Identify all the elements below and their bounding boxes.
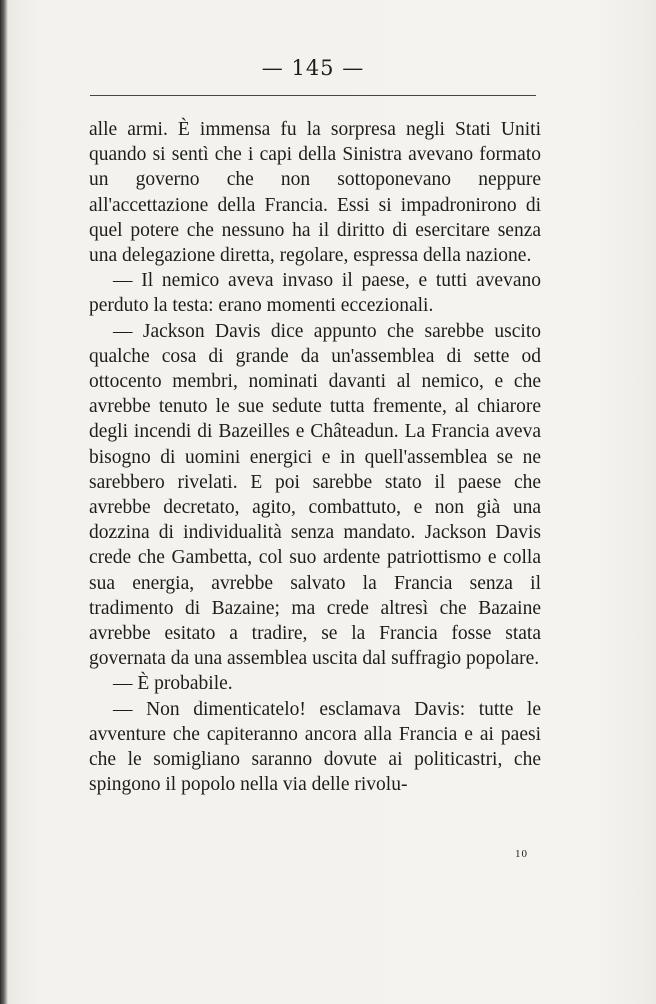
paragraph-5: — Non dimenticatelo! esclamava Davis: tutte le avventure che capiteranno ancora alla Francia e ai paesi che le somigliano saranno dovute ai politicastri, che spingono il popolo nella via delle rivolu- bbox=[89, 698, 541, 796]
paragraph-4: — È probabile. bbox=[113, 673, 233, 695]
header-rule bbox=[90, 95, 536, 96]
paragraph-1: alle armi. È immensa fu la sorpresa negli Stati Uniti quando si sentì che i capi della Sinistra avevano formato un governo che non sottoponevano neppure all'accettazione della Francia. Essi si impadronirono di quel potere che nessuno ha il diritto di esercitare senza una delegazione diretta, regolare, espressa della nazione. bbox=[89, 119, 541, 267]
body-text bbox=[89, 117, 541, 797]
paragraph-2: — Il nemico aveva invaso il paese, e tutti avevano perduto la testa: erano momenti eccezionali. bbox=[89, 270, 541, 317]
page-binding-edge bbox=[0, 0, 8, 1004]
signature-mark: 10 bbox=[515, 848, 528, 860]
paragraph-3: — Jackson Davis dice appunto che sarebbe uscito qualche cosa di grande da un'assemblea di sette od ottocento membri, nominati davanti al nemico, e che avrebbe tenuto le sue sedute tutta fremente, al chiarore degli incendi di Bazeilles e Châteadun. La Francia aveva bisogno di uomini energici e in quell'assemblea se ne sarebbero rivelati. E poi sarebbe stato il paese che avrebbe decretato, agito, combattuto, e non già una dozzina di individualità senza mandato. Jackson Davis crede che Gambetta, col suo ardente patriottismo e colla sua energia, avrebbe salvato la Francia senza il tradimento di Bazaine; ma crede altresì che Bazaine avrebbe esitato a tradire, se la Francia fosse stata governata da una assemblea uscita dal suffragio popolare. bbox=[89, 320, 541, 670]
page-number: — 145 — bbox=[261, 56, 365, 80]
